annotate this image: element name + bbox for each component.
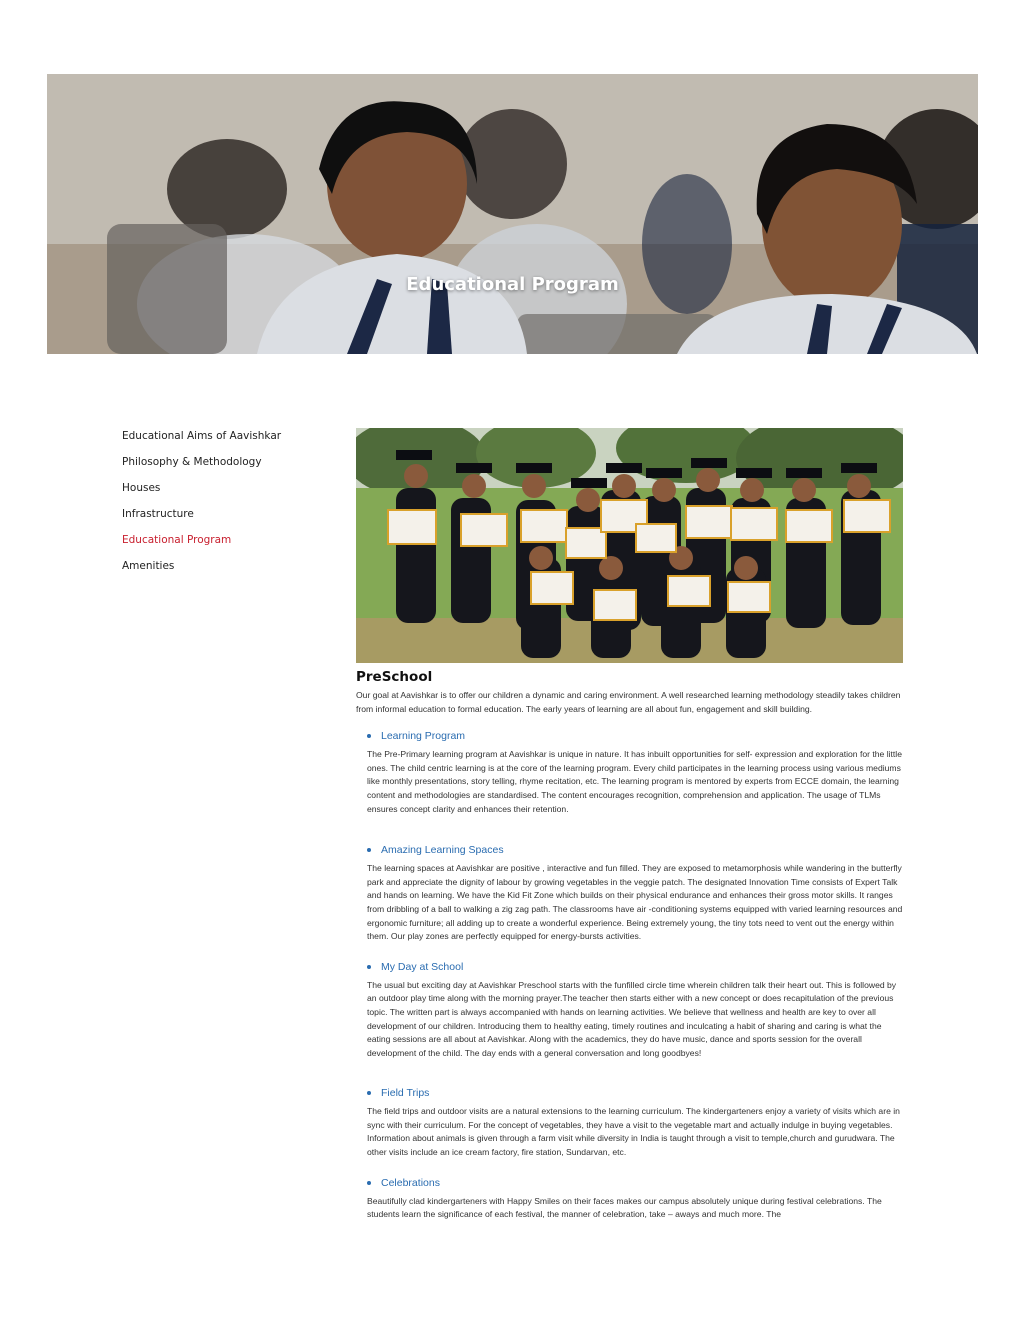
item-text: Beautifully clad kindergarteners with Happy Smiles on their faces makes our campus absolutely unique during festival celebrations. The students learn the significance of each festival, the manner of celebration, take – aways and much more. The <box>367 1195 882 1220</box>
preschool-graduation-photo <box>356 428 903 663</box>
list-item <box>367 1177 904 1222</box>
item-text: The field trips and outdoor visits are a natural extensions to the learning curriculum. The kindergarteners enjoy a variety of visits which are in sync with their curriculum. For the concept of vegetables, they have a visit to the vegetable mart and actually indulge in buying vegetables. Information about animals is given through a farm visit while diversity in India is taught through a visit to temple,church and gurudwara. The other visits include an ice cream factory, fire station, Sundarvan, etc. <box>367 1106 900 1158</box>
sidebar-item-philosophy-methodology[interactable]: Philosophy & Methodology <box>122 456 262 468</box>
field-trips-link[interactable] <box>367 1087 904 1099</box>
item-heading: Amazing Learning Spaces <box>381 844 504 857</box>
bullet-icon <box>367 965 371 969</box>
list-item <box>367 844 904 944</box>
sidebar-item-educational-aims[interactable]: Educational Aims of Aavishkar <box>122 430 282 442</box>
bullet-icon <box>367 1091 371 1095</box>
bullet-icon <box>367 1181 371 1185</box>
sidebar-item-infrastructure[interactable]: Infrastructure <box>122 508 194 520</box>
sidebar-item-educational-program[interactable]: Educational Program <box>122 534 232 546</box>
graduation-photo-illustration <box>356 428 903 663</box>
list-item <box>367 730 904 816</box>
item-heading: Field Trips <box>381 1087 430 1100</box>
program-list <box>356 730 904 1222</box>
bullet-icon <box>367 734 371 738</box>
sidebar-item-houses[interactable]: Houses <box>122 482 161 494</box>
list-item <box>367 1087 904 1159</box>
hero-banner <box>47 74 978 354</box>
item-heading: My Day at School <box>381 960 464 973</box>
section-intro: Our goal at Aavishkar is to offer our children a dynamic and caring environment. A well researched learning methodology steadily takes children from informal education to formal education. The early years of learning are all about fun, engagement and skill building. <box>356 690 901 714</box>
item-text: The Pre-Primary learning program at Aavishkar is unique in nature. It has inbuilt opportunities for self- expression and exploration for the little ones. The child centric learning is at the core of the learning program. Every child participates in the learning process using various mediums like monthly presentations, story telling, rhyme recitation, etc. The learning program is mentored by experts from ECCE domain, the learning content and methodologies are standardised. The content encourages recognition, comprehension and application. The usage of TLMs ensures concept clarity and enhances their retention. <box>367 749 902 814</box>
sidebar-nav <box>122 428 322 584</box>
item-heading: Celebrations <box>381 1176 440 1189</box>
my-day-at-school-link[interactable] <box>367 961 904 973</box>
celebrations-link[interactable] <box>367 1177 904 1189</box>
bullet-icon <box>367 848 371 852</box>
sidebar-item-amenities[interactable]: Amenities <box>122 560 175 572</box>
section-title: PreSchool <box>356 669 433 685</box>
main-content <box>356 428 904 1222</box>
learning-program-link[interactable] <box>367 730 904 742</box>
item-heading: Learning Program <box>381 730 466 743</box>
page-title: Educational Program <box>406 274 619 295</box>
item-text: The learning spaces at Aavishkar are positive , interactive and fun filled. They are exposed to metamorphosis while wandering in the butterfly park and appreciate the dignity of labour by growing vegetables in the veggie patch. The designated Innovation Time consists of Expert Talk and hands on learning. We have the Kid Fit Zone which builds on their physical endurance and enhances their gross motor skills. It ranges from dribbling of a ball to walking a zig zag path. The classrooms have air -conditioning systems equipped with varied learning resources and ergonomic furniture; all adding up to create a wonderful experience. Being extremely young, the tiny tots need to vent out the energy within them. Our play zones are perfectly equipped for energy-bursts activities. <box>367 863 903 942</box>
amazing-learning-spaces-link[interactable] <box>367 844 904 856</box>
list-item <box>367 961 904 1061</box>
item-text: The usual but exciting day at Aavishkar Preschool starts with the funfilled circle time wherein children talk their heart out. This is followed by an outdoor play time along with the morning prayer.The teacher then starts either with a new concept or does recapitulation of the previous topic. The written part is always accompanied with hands on learning activities. We believe that wellness and health are key to over all development of our children. Introducing them to healthy eating, timely routines and inculcating a habit of sharing and caring is what the eating sessions are all about at Aavishkar. Along with the academics, they do have music, dance and sports session for the overall development of the child. The day ends with a general conversation and long goodbyes! <box>367 979 897 1058</box>
hero-overlay <box>47 74 978 354</box>
